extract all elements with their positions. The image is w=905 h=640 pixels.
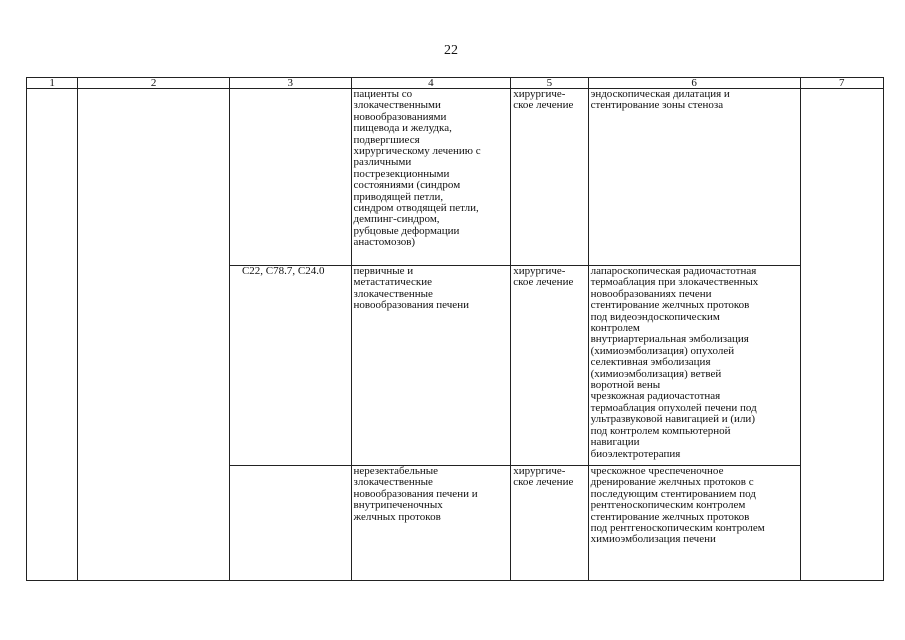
- cell-line: состояниями (синдром: [353, 179, 461, 192]
- cell-line: внутрипеченочных: [353, 499, 443, 512]
- cell-line: стентирование зоны стеноза: [590, 99, 724, 112]
- cell-line: термоаблация при злокачественных: [590, 276, 759, 289]
- cell-line: первичные и: [353, 265, 414, 277]
- cell-icd-codes: C22, C78.7, C24.0: [229, 266, 351, 466]
- cell-line: селективная эмболизация: [590, 356, 711, 369]
- cell-line: биоэлектротерапия: [590, 447, 681, 460]
- cell-line: (химиоэмболизация) ветвей: [590, 367, 722, 380]
- table-row: [27, 466, 884, 581]
- cell-line: навигации: [590, 436, 640, 449]
- cell-line: пациенты со: [353, 88, 413, 100]
- cell-line: последующим стентированием под: [590, 487, 756, 500]
- header-col-2: 2: [78, 78, 230, 89]
- cell-line: под контролем компьютерной: [590, 424, 731, 437]
- cell-line: хирургиче-: [513, 265, 566, 277]
- cell-line: ультразвуковой навигацией и (или): [590, 413, 755, 426]
- cell-line: нерезектабельные: [353, 465, 439, 477]
- cell-line: злокачественные: [353, 287, 433, 300]
- cell-line: злокачественными: [353, 99, 441, 112]
- table-row: [27, 266, 884, 466]
- cell-line: ское лечение: [513, 476, 574, 489]
- cell-line: под видеоэндоскопическим: [590, 310, 720, 323]
- cell-line: рентгеноскопическим контролем: [590, 499, 746, 512]
- cell-line: дренирование желчных протоков с: [590, 476, 754, 489]
- cell-line: новообразованиями: [353, 110, 447, 123]
- cell-line: внутриартериальная эмболизация: [590, 333, 749, 346]
- cell-treatment-type: [511, 89, 588, 266]
- cell-icd-codes: [229, 89, 351, 266]
- cell-line: хирургиче-: [513, 88, 566, 100]
- cell-col-2: [78, 466, 230, 581]
- cell-patient-model: [351, 466, 511, 581]
- cell-col-2: [78, 266, 230, 466]
- cell-col-7: [800, 89, 883, 266]
- cell-line: контролем: [590, 322, 640, 335]
- treatment-table: [26, 77, 884, 581]
- header-col-1: 1: [27, 78, 78, 89]
- cell-col-1: [27, 466, 78, 581]
- page-number: 22: [444, 43, 458, 58]
- cell-col-7: [800, 266, 883, 466]
- cell-col-2: [78, 89, 230, 266]
- header-col-5: 5: [511, 78, 588, 89]
- cell-line: синдром отводящей петли,: [353, 202, 479, 215]
- header-row: [27, 78, 884, 89]
- cell-line: под рентгеноскопическим контролем: [590, 522, 765, 535]
- cell-line: желчных протоков: [353, 510, 441, 523]
- cell-col-1: [27, 266, 78, 466]
- cell-patient-model: [351, 89, 511, 266]
- cell-line: хирургическому лечению с: [353, 145, 481, 158]
- header-col-3: 3: [229, 78, 351, 89]
- header-col-6: 6: [588, 78, 800, 89]
- cell-treatment-method: [588, 89, 800, 266]
- cell-line: термоаблация опухолей печени под: [590, 401, 757, 414]
- cell-line: метастатические: [353, 276, 432, 289]
- cell-line: ское лечение: [513, 99, 574, 112]
- cell-line: стентирование желчных протоков: [590, 510, 750, 523]
- cell-line: (химиоэмболизация) опухолей: [590, 344, 735, 357]
- cell-line: подвергшиеся: [353, 133, 420, 146]
- cell-line: новообразования печени: [353, 299, 469, 312]
- cell-patient-model: [351, 266, 511, 466]
- cell-line: новообразованиях печени: [590, 287, 712, 300]
- cell-line: приводящей петли,: [353, 190, 444, 203]
- cell-line: лапароскопическая радиочастотная: [590, 265, 757, 277]
- table-row: [27, 89, 884, 266]
- cell-treatment-method: [588, 266, 800, 466]
- cell-treatment-method: [588, 466, 800, 581]
- cell-line: ское лечение: [513, 276, 574, 289]
- cell-line: пострезекционными: [353, 167, 450, 180]
- cell-line: рубцовые деформации: [353, 224, 460, 237]
- cell-line: хирургиче-: [513, 465, 566, 477]
- cell-line: чрескожное чреспеченочное: [590, 465, 724, 477]
- cell-line: чрезкожная радиочастотная: [590, 390, 721, 403]
- cell-col-7: [800, 466, 883, 581]
- cell-line: пищевода и желудка,: [353, 122, 452, 135]
- cell-line: злокачественные: [353, 476, 433, 489]
- cell-line: стентирование желчных протоков: [590, 299, 750, 312]
- cell-line: химиоэмболизация печени: [590, 533, 716, 546]
- cell-line: эндоскопическая дилатация и: [590, 88, 730, 100]
- cell-line: анастомозов): [353, 236, 416, 249]
- cell-icd-codes: [229, 466, 351, 581]
- header-col-7: 7: [800, 78, 883, 89]
- cell-treatment-type: [511, 466, 588, 581]
- header-col-4: 4: [351, 78, 511, 89]
- cell-line: различными: [353, 156, 412, 169]
- cell-line: демпинг-синдром,: [353, 213, 440, 226]
- cell-line: воротной вены: [590, 379, 661, 392]
- cell-treatment-type: [511, 266, 588, 466]
- cell-line: новообразования печени и: [353, 487, 478, 500]
- cell-col-1: [27, 89, 78, 266]
